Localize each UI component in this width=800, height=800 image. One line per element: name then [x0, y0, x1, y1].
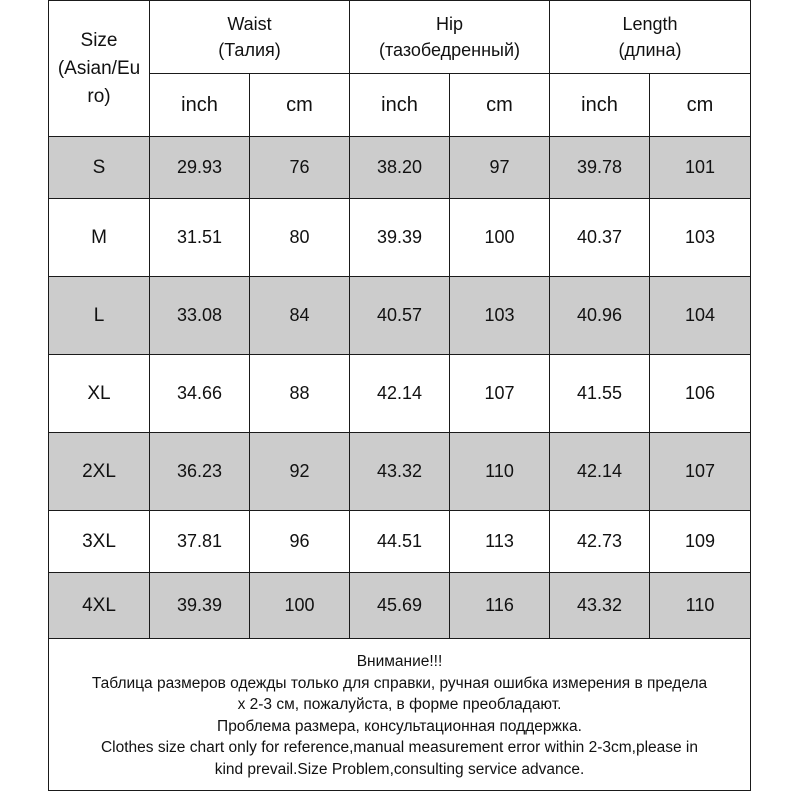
hip-header	[350, 1, 550, 74]
note-cell	[49, 639, 751, 791]
size-cell: 3XL	[49, 511, 150, 573]
measurement-cell: 39.78	[550, 137, 650, 199]
measurement-cell: 37.81	[150, 511, 250, 573]
measurement-cell: 110	[450, 433, 550, 511]
measurement-cell: 101	[650, 137, 751, 199]
note-row	[49, 639, 751, 791]
measurement-cell: 113	[450, 511, 550, 573]
measurement-cell: 84	[250, 277, 350, 355]
measurement-cell: 39.39	[350, 199, 450, 277]
table-row	[49, 277, 751, 355]
hip-header-en: Hip	[435, 14, 463, 34]
measurement-cell: 103	[650, 199, 751, 277]
measurement-cell: 116	[450, 573, 550, 639]
size-cell: XL	[49, 355, 150, 433]
measurement-cell: 40.96	[550, 277, 650, 355]
note-line: Clothes size chart only for reference,manual measurement error within 2-3cm,please in	[100, 739, 698, 756]
table-row	[49, 433, 751, 511]
header-row-groups	[49, 1, 751, 74]
measurement-cell: 45.69	[350, 573, 450, 639]
table-row	[49, 511, 751, 573]
size-header-line: (Asian/Eu	[57, 57, 141, 79]
note-line: Проблема размера, консультационная поддержка.	[217, 717, 582, 735]
measurement-cell: 43.32	[350, 433, 450, 511]
unit-header: cm	[450, 74, 550, 137]
size-cell: S	[49, 137, 150, 199]
measurement-cell: 38.20	[350, 137, 450, 199]
measurement-cell: 92	[250, 433, 350, 511]
measurement-cell: 76	[250, 137, 350, 199]
measurement-cell: 104	[650, 277, 751, 355]
size-cell: 2XL	[49, 433, 150, 511]
measurement-cell: 34.66	[150, 355, 250, 433]
hip-header-ru: (тазобедренный)	[378, 40, 521, 60]
size-header	[49, 1, 150, 137]
measurement-cell: 41.55	[550, 355, 650, 433]
measurement-cell: 44.51	[350, 511, 450, 573]
measurement-cell: 39.39	[150, 573, 250, 639]
measurement-cell: 103	[450, 277, 550, 355]
size-rows	[49, 137, 751, 639]
measurement-cell: 96	[250, 511, 350, 573]
measurement-cell: 106	[650, 355, 751, 433]
measurement-cell: 109	[650, 511, 751, 573]
note-line: Внимание!!!	[356, 653, 443, 670]
measurement-cell: 40.57	[350, 277, 450, 355]
unit-header: cm	[650, 74, 751, 137]
length-header-ru: (длина)	[618, 40, 682, 60]
table-row	[49, 573, 751, 639]
length-header	[550, 1, 751, 74]
measurement-cell: 43.32	[550, 573, 650, 639]
measurement-cell: 97	[450, 137, 550, 199]
measurement-cell: 110	[650, 573, 751, 639]
waist-header-en: Waist	[227, 14, 272, 34]
size-cell: 4XL	[49, 573, 150, 639]
unit-header: inch	[150, 74, 250, 137]
measurement-cell: 31.51	[150, 199, 250, 277]
waist-header-ru: (Талия)	[218, 40, 281, 60]
size-header-line: ro)	[87, 85, 111, 107]
note-line: kind prevail.Size Problem,consulting service advance.	[214, 760, 585, 778]
measurement-cell: 100	[450, 199, 550, 277]
size-header-line: Size	[80, 29, 118, 51]
unit-header: inch	[550, 74, 650, 137]
waist-header	[150, 1, 350, 74]
length-header-en: Length	[622, 14, 678, 34]
measurement-cell: 29.93	[150, 137, 250, 199]
measurement-cell: 80	[250, 199, 350, 277]
measurement-cell: 88	[250, 355, 350, 433]
measurement-cell: 107	[450, 355, 550, 433]
table-row	[49, 199, 751, 277]
measurement-cell: 42.14	[350, 355, 450, 433]
size-chart-table	[48, 0, 751, 791]
note-line: Таблица размеров одежды только для справки, ручная ошибка измерения в предела	[91, 674, 708, 692]
note-line: х 2-3 см, пожалуйста, в форме преобладают.	[237, 696, 562, 713]
measurement-cell: 100	[250, 573, 350, 639]
measurement-cell: 40.37	[550, 199, 650, 277]
table-row	[49, 137, 751, 199]
table-row	[49, 355, 751, 433]
size-cell: M	[49, 199, 150, 277]
size-cell: L	[49, 277, 150, 355]
unit-header: inch	[350, 74, 450, 137]
header-row-units	[49, 74, 751, 137]
unit-header: cm	[250, 74, 350, 137]
measurement-cell: 33.08	[150, 277, 250, 355]
measurement-cell: 36.23	[150, 433, 250, 511]
measurement-cell: 107	[650, 433, 751, 511]
measurement-cell: 42.73	[550, 511, 650, 573]
measurement-cell: 42.14	[550, 433, 650, 511]
